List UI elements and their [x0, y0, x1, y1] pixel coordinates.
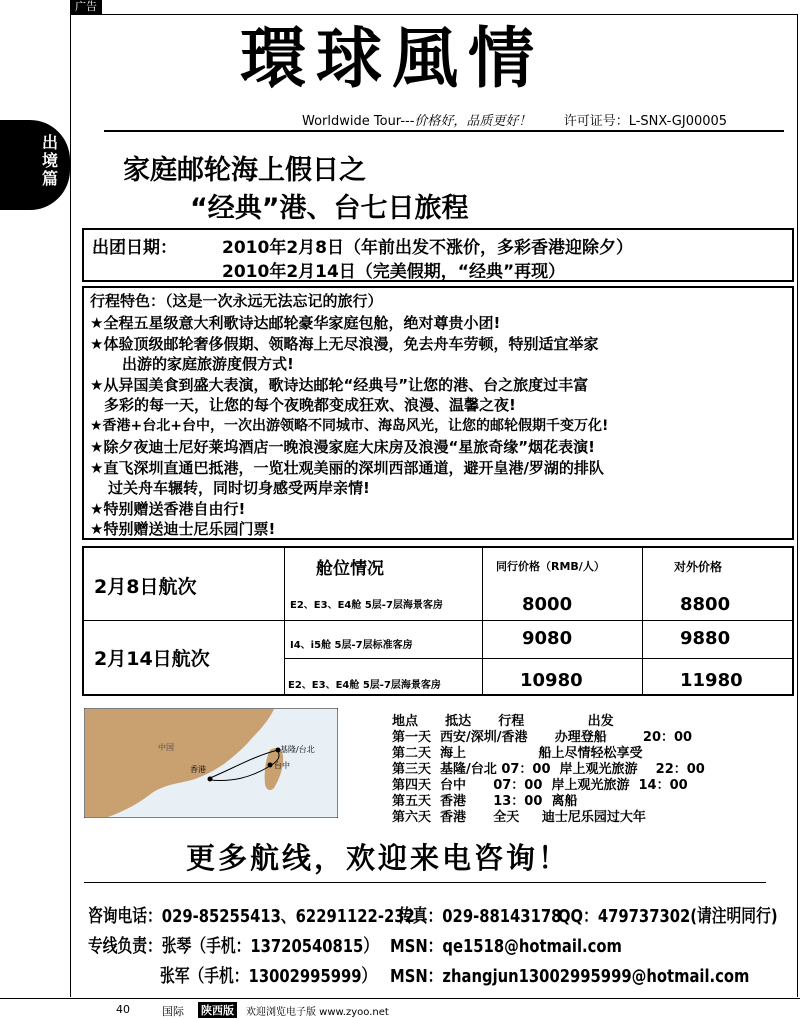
feature-item-cont: 过关舟车辗转，同时切身感受两岸亲情!	[108, 479, 370, 497]
itinerary-day: 第四天 台中 07：00 岸上观光旅游 14：00	[392, 778, 688, 793]
header-public-price: 对外价格	[674, 560, 723, 574]
peer-price: 10980	[520, 670, 583, 691]
feature-item: ★直飞深圳直通巴抵港，一览壮观美丽的深圳西部通道，避开皇港/罗湖的排队	[90, 459, 604, 477]
section-tab	[0, 120, 70, 210]
header-cabin: 舱位情况	[316, 559, 384, 579]
route-map	[84, 708, 338, 818]
hongkong-marker	[208, 777, 213, 782]
map-label-taichung: 台中	[274, 761, 290, 770]
feature-item-cont: 出游的家庭旅游度假方式!	[122, 355, 294, 373]
itinerary-day: 第一天 西安/深圳/香港 办理登船 20：00	[392, 730, 693, 745]
license-number: 许可证号：L-SNX-GJ00005	[563, 114, 728, 129]
table-divider	[284, 548, 285, 694]
header-peer-price: 同行价格（RMB/人）	[496, 560, 605, 573]
table-divider	[284, 620, 792, 621]
footer-edition: 陕西版	[198, 1002, 237, 1018]
contact-person-1: 专线负责：张琴（手机：13720540815）	[88, 936, 379, 957]
footer-rule	[0, 998, 800, 999]
taichung-marker	[268, 763, 273, 768]
slogan-cn: 价格好，品质更好！	[414, 114, 532, 129]
header-divider	[104, 130, 784, 132]
slogan	[302, 110, 727, 129]
departure-label: 出团日期：	[92, 238, 177, 258]
map-label-hongkong: 香港	[190, 765, 206, 774]
departure-date-1: 2010年2月8日（年前出发不涨价，多彩香港迎除夕）	[222, 238, 633, 258]
features-box	[82, 286, 794, 540]
feature-item: ★香港+台北+台中，一次出游领略不同城市、海岛风光，让您的邮轮假期千变万化!	[90, 418, 609, 434]
contact-person-2: 张军（手机：13002995999）	[160, 966, 377, 987]
itinerary-day: 第三天 基隆/台北 07：00 岸上观光旅游 22：00	[392, 762, 705, 777]
more-routes-banner: 更多航线，欢迎来电咨询！	[186, 841, 571, 875]
contact-qq: QQ：479737302(请注明同行)	[558, 906, 778, 927]
contact-phone: 咨询电话：029-85255413、62291122-232	[88, 906, 415, 927]
peer-price: 8000	[522, 594, 573, 615]
public-price: 8800	[680, 594, 731, 615]
features-heading: 行程特色：（这是一次永远无法忘记的旅行）	[90, 292, 383, 310]
feature-item: ★体验顶级邮轮奢侈假期、领略海上无尽浪漫，免去舟车劳顿，特别适宜举家	[90, 335, 599, 353]
contact-divider	[84, 882, 766, 883]
page-number: 40	[116, 1003, 130, 1016]
tour-title-line2: “经典”港、台七日旅程	[190, 193, 469, 224]
feature-item: ★特别赠送迪士尼乐园门票!	[90, 520, 276, 538]
cabin-type: E2、E3、E4舱 5层-7层海景客房	[288, 680, 441, 691]
departure-box	[82, 228, 794, 282]
public-price: 9880	[680, 628, 731, 649]
departure-date-2: 2010年2月14日（完美假期，“经典”再现）	[222, 262, 566, 282]
map-label-china: 中国	[158, 743, 174, 752]
table-divider	[284, 658, 792, 659]
contact-msn-1: MSN：qe1518@hotmail.com	[390, 936, 622, 957]
voyage-label-2: 2月14日航次	[94, 648, 210, 670]
page-footer	[0, 998, 800, 1018]
cabin-type: E2、E3、E4舱 5层-7层海景客房	[290, 600, 443, 611]
peer-price: 9080	[522, 628, 573, 649]
table-divider	[642, 548, 643, 694]
public-price: 11980	[680, 670, 743, 691]
table-divider	[482, 548, 483, 694]
table-divider	[84, 620, 284, 621]
cabin-type: I4、i5舱 5层-7层标准客房	[290, 640, 413, 651]
feature-item-cont: 多彩的每一天，让您的每个夜晚都变成狂欢、浪漫、温馨之夜!	[104, 396, 516, 414]
contact-msn-2: MSN：zhangjun13002995999@hotmail.com	[390, 966, 750, 987]
map-label-keelung: 基隆/台北	[280, 745, 315, 754]
voyage-label-1: 2月8日航次	[94, 576, 197, 598]
ad-tag: 广告	[70, 0, 102, 14]
itinerary-day: 第五天 香港 13：00 离船	[392, 794, 578, 809]
contact-fax: 传真：029-88143178	[398, 906, 562, 927]
feature-item: ★特别赠送香港自由行!	[90, 500, 246, 518]
footer-section: 国际	[162, 1005, 184, 1018]
footer-url: 欢迎浏览电子版 www.zyoo.net	[246, 1007, 389, 1018]
brand-logo: 環球風情	[240, 19, 544, 97]
feature-item: ★除夕夜迪士尼好莱坞酒店一晚浪漫家庭大床房及浪漫“星旅奇缘”烟花表演!	[90, 438, 596, 456]
itinerary-header: 地点 抵达 行程 出发	[392, 714, 614, 729]
tour-title-line1: 家庭邮轮海上假日之	[123, 155, 366, 186]
slogan-en: Worldwide Tour---	[302, 114, 415, 129]
price-table	[82, 546, 794, 696]
feature-item: ★全程五星级意大利歌诗达邮轮豪华家庭包舱，绝对尊贵小团!	[90, 314, 501, 332]
itinerary-day: 第二天 海上 船上尽情轻松享受	[392, 746, 643, 761]
feature-item: ★从异国美食到盛大表演，歌诗达邮轮“经典号”让您的港、台之旅度过丰富	[90, 376, 589, 394]
itinerary-day: 第六天 香港 全天 迪士尼乐园过大年	[392, 810, 646, 825]
section-tab-label: 出境篇	[41, 133, 58, 188]
